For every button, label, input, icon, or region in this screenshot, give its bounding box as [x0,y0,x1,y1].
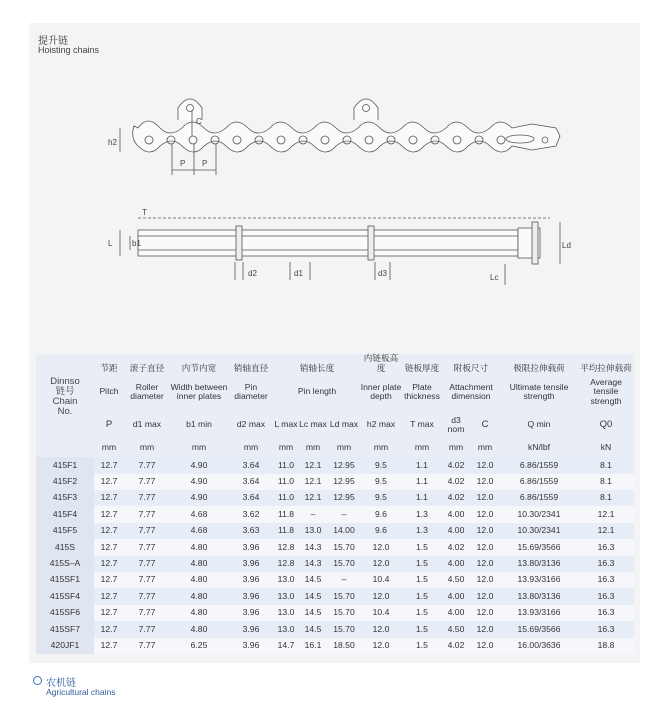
table-cell: 16.3 [578,605,634,621]
table-cell: 14.3 [298,539,328,555]
col-sym-q0: Q0 [578,411,634,439]
table-cell: 12.0 [470,588,500,604]
spec-table [36,354,634,654]
col-sym-t: T max [402,411,442,439]
chain-model-cell: 415S–A [36,556,94,572]
col-sym-c: C [470,411,500,439]
table-cell: 13.93/3166 [500,605,578,621]
table-cell: 4.00 [442,523,470,539]
table-row [36,506,634,522]
table-cell: 15.70 [328,588,360,604]
table-cell: 12.7 [94,490,124,506]
table-cell: 12.8 [274,539,298,555]
header-row-cn [36,354,634,373]
table-cell: 4.00 [442,556,470,572]
col-unit: kN [578,439,634,457]
table-cell: 12.0 [470,638,500,654]
col-unit: mm [298,439,328,457]
col-en-plate-depth: Inner plate depth [360,373,402,411]
table-cell: 18.50 [328,638,360,654]
table-cell: 4.00 [442,605,470,621]
table-cell: 4.02 [442,539,470,555]
table-cell: 12.0 [360,588,402,604]
table-cell: 4.90 [170,457,228,473]
col-sym-b1: b1 min [170,411,228,439]
table-cell: 8.1 [578,474,634,490]
table-cell: 13.0 [274,621,298,637]
table-cell: 14.5 [298,605,328,621]
col-cn-attachment: 附板尺寸 [442,354,500,373]
label-b1: b1 [132,239,141,248]
table-cell: 12.7 [94,474,124,490]
table-cell: 12.1 [298,457,328,473]
table-cell: 12.7 [94,556,124,572]
header-row-units [36,439,634,457]
col-unit: mm [470,439,500,457]
table-cell: 15.70 [328,539,360,555]
table-cell: 11.8 [274,506,298,522]
table-row [36,539,634,555]
col-sym-p: P [94,411,124,439]
table-cell: 1.5 [402,605,442,621]
table-cell: 13.80/3136 [500,588,578,604]
table-cell: 4.80 [170,572,228,588]
table-cell: 9.5 [360,474,402,490]
table-cell: 3.96 [228,638,274,654]
table-cell: 14.3 [298,556,328,572]
table-cell: 4.80 [170,621,228,637]
label-t: T [142,208,147,217]
table-cell: 7.77 [124,588,170,604]
table-cell: 7.77 [124,638,170,654]
table-cell: 13.0 [274,572,298,588]
table-cell: 1.5 [402,621,442,637]
col-cn-ultimate: 极限拉伸载荷 [500,354,578,373]
table-cell: 6.86/1559 [500,474,578,490]
col-unit: mm [402,439,442,457]
col-en-pin-length: Pin length [274,373,360,411]
col-en-plate-thickness: Plate thickness [402,373,442,411]
table-cell: 7.77 [124,621,170,637]
col-sym-h2: h2 max [360,411,402,439]
table-cell: 7.77 [124,539,170,555]
table-cell: 12.7 [94,506,124,522]
table-cell: – [328,572,360,588]
table-cell: 4.68 [170,506,228,522]
table-cell: 12.8 [274,556,298,572]
table-row [36,572,634,588]
table-cell: 1.3 [402,506,442,522]
table-cell: 12.0 [470,457,500,473]
table-cell: 4.00 [442,506,470,522]
table-cell: 1.1 [402,490,442,506]
table-cell: 12.0 [360,621,402,637]
table-cell: 1.5 [402,572,442,588]
table-cell: 8.1 [578,490,634,506]
table-cell: 10.4 [360,605,402,621]
model-header: Dinnso 链号 Chain No. [36,354,94,439]
table-cell: 12.0 [470,621,500,637]
table-cell: 1.1 [402,457,442,473]
table-cell: 16.3 [578,556,634,572]
label-ld: Ld [562,241,571,250]
table-cell: 12.0 [470,556,500,572]
chain-model-cell: 415F2 [36,474,94,490]
section-title-cn: 提升链 [38,36,68,47]
table-cell: 11.0 [274,490,298,506]
table-cell: 7.77 [124,572,170,588]
section-bullet-icon [33,676,42,685]
table-cell: 3.96 [228,621,274,637]
chain-model-cell: 415F4 [36,506,94,522]
table-cell: 7.77 [124,523,170,539]
col-cn-pitch: 节距 [94,354,124,373]
chain-model-cell: 415SF7 [36,621,94,637]
table-cell: 7.77 [124,556,170,572]
table-cell: 16.3 [578,621,634,637]
chain-model-cell: 415F3 [36,490,94,506]
table-cell: 12.7 [94,638,124,654]
col-cn-roller: 滚子直径 [124,354,170,373]
label-p2: P [202,159,208,168]
table-cell: 1.5 [402,638,442,654]
table-cell: 11.0 [274,457,298,473]
table-cell: 9.5 [360,490,402,506]
label-d3: d3 [378,269,387,278]
col-unit: mm [442,439,470,457]
table-cell: 4.80 [170,605,228,621]
col-unit: mm [328,439,360,457]
table-cell: 3.96 [228,556,274,572]
col-sym-d2: d2 max [228,411,274,439]
table-cell: 12.95 [328,457,360,473]
next-section-title-cn: 农机链 [46,678,76,689]
col-en-average: Average tensile strength [578,373,634,411]
chain-drawing [80,80,570,295]
table-cell: 4.02 [442,490,470,506]
table-cell: 13.0 [298,523,328,539]
table-row [36,621,634,637]
table-cell: 15.69/3566 [500,539,578,555]
col-en-pitch: Pitch [94,373,124,411]
col-unit: kN/lbf [500,439,578,457]
header-row-en [36,373,634,411]
table-cell: 12.0 [360,638,402,654]
table-cell: 12.7 [94,572,124,588]
table-cell: 12.0 [470,490,500,506]
table-cell: 3.96 [228,572,274,588]
table-cell: 7.77 [124,457,170,473]
table-row [36,457,634,473]
table-cell: 4.50 [442,572,470,588]
col-en-width: Width between inner plates [170,373,228,411]
table-row [36,556,634,572]
table-cell: 4.02 [442,638,470,654]
table-cell: 12.7 [94,621,124,637]
table-cell: 1.1 [402,474,442,490]
col-sym-l: L max [274,411,298,439]
col-unit: mm [170,439,228,457]
table-row [36,605,634,621]
col-sym-d1: d1 max [124,411,170,439]
col-cn-plate-depth: 内链板高度 [360,354,402,373]
table-cell: 15.70 [328,621,360,637]
label-p1: P [180,159,186,168]
table-cell: 4.02 [442,474,470,490]
table-cell: 3.96 [228,605,274,621]
col-cn-pin-length: 销轴长度 [274,354,360,373]
col-en-roller: Roller diameter [124,373,170,411]
table-cell: 4.00 [442,588,470,604]
table-row [36,474,634,490]
table-cell: 12.0 [470,506,500,522]
table-cell: 3.64 [228,490,274,506]
table-cell: 16.1 [298,638,328,654]
table-cell: 8.1 [578,457,634,473]
chain-model-cell: 415SF4 [36,588,94,604]
chain-model-cell: 415SF6 [36,605,94,621]
col-en-pin-dia: Pin diameter [228,373,274,411]
table-cell: 12.1 [578,506,634,522]
table-cell: 10.30/2341 [500,506,578,522]
table-cell: 11.8 [274,523,298,539]
table-cell: 4.02 [442,457,470,473]
label-lc: Lc [490,273,499,282]
table-cell: 12.0 [470,474,500,490]
col-cn-average: 平均拉伸载荷 [578,354,634,373]
table-cell: 9.6 [360,506,402,522]
table-row [36,638,634,654]
table-cell: 12.95 [328,490,360,506]
col-en-ultimate: Ultimate tensile strength [500,373,578,411]
label-c: C [196,117,202,126]
table-cell: 12.0 [470,523,500,539]
table-cell: 16.3 [578,539,634,555]
chain-model-cell: 415S [36,539,94,555]
col-unit: mm [274,439,298,457]
table-cell: 16.00/3636 [500,638,578,654]
table-cell: 12.0 [470,539,500,555]
table-row [36,523,634,539]
table-cell: 14.5 [298,621,328,637]
col-sym-q: Q min [500,411,578,439]
table-cell: 12.1 [578,523,634,539]
table-cell: 6.86/1559 [500,457,578,473]
col-sym-lc: Lc max [298,411,328,439]
chain-model-cell: 415F5 [36,523,94,539]
col-cn-pin-dia: 销轴直径 [228,354,274,373]
table-cell: 10.30/2341 [500,523,578,539]
table-cell: 7.77 [124,490,170,506]
table-cell: 15.70 [328,605,360,621]
table-cell: 3.64 [228,457,274,473]
table-cell: 4.80 [170,556,228,572]
chain-model-cell: 415F1 [36,457,94,473]
table-cell: 1.5 [402,588,442,604]
table-cell: 9.5 [360,457,402,473]
next-section-title-en: Agricultural chains [46,687,116,697]
label-d2: d2 [248,269,257,278]
col-unit: mm [124,439,170,457]
table-cell: 12.0 [360,556,402,572]
table-cell: 6.25 [170,638,228,654]
table-cell: 12.1 [298,474,328,490]
table-cell: 3.63 [228,523,274,539]
label-l: L [108,239,113,248]
table-cell: 14.00 [328,523,360,539]
table-cell: 3.96 [228,539,274,555]
table-cell: 14.7 [274,638,298,654]
table-cell: 16.3 [578,588,634,604]
table-cell: 12.7 [94,457,124,473]
table-cell: 12.7 [94,539,124,555]
table-cell: 15.69/3566 [500,621,578,637]
table-cell: 12.1 [298,490,328,506]
table-cell: 7.77 [124,474,170,490]
table-cell: 4.80 [170,588,228,604]
table-cell: 12.7 [94,523,124,539]
chain-model-cell: 415SF1 [36,572,94,588]
table-cell: 10.4 [360,572,402,588]
col-en-attachment: Attachment dimension [442,373,500,411]
col-unit: mm [94,439,124,457]
label-h2: h2 [108,138,117,147]
table-cell: 13.80/3136 [500,556,578,572]
col-sym-ld: Ld max [328,411,360,439]
table-cell: 12.0 [470,572,500,588]
table-cell: 4.90 [170,490,228,506]
table-cell: 12.0 [360,539,402,555]
table-cell: 18.8 [578,638,634,654]
section-title-en: Hoisting chains [38,45,100,55]
table-cell: 14.5 [298,572,328,588]
table-cell: 12.0 [470,605,500,621]
col-sym-d3: d3 nom [442,411,470,439]
table-cell: 9.6 [360,523,402,539]
table-cell: 13.93/3166 [500,572,578,588]
table-cell: 12.7 [94,605,124,621]
table-cell: 12.7 [94,588,124,604]
table-cell: 7.77 [124,506,170,522]
col-unit: mm [228,439,274,457]
col-cn-width: 内节内宽 [170,354,228,373]
table-cell: 4.90 [170,474,228,490]
col-cn-plate-thickness: 链板厚度 [402,354,442,373]
table-cell: 13.0 [274,588,298,604]
table-cell: – [298,506,328,522]
table-cell: 1.5 [402,556,442,572]
label-d1: d1 [294,269,303,278]
table-cell: 7.77 [124,605,170,621]
table-cell: 11.0 [274,474,298,490]
table-cell: – [328,506,360,522]
table-cell: 3.64 [228,474,274,490]
header-row-symbols [36,411,634,439]
spec-table-body [36,457,634,654]
table-cell: 3.62 [228,506,274,522]
col-unit: mm [360,439,402,457]
table-cell: 4.50 [442,621,470,637]
table-cell: 6.86/1559 [500,490,578,506]
table-cell: 4.80 [170,539,228,555]
table-cell: 3.96 [228,588,274,604]
chain-side-view [120,99,560,175]
table-cell: 16.3 [578,572,634,588]
table-cell: 13.0 [274,605,298,621]
table-cell: 4.68 [170,523,228,539]
table-cell: 1.5 [402,539,442,555]
table-row [36,490,634,506]
table-cell: 14.5 [298,588,328,604]
chain-model-cell: 420JF1 [36,638,94,654]
table-cell: 15.70 [328,556,360,572]
table-row [36,588,634,604]
table-cell: 1.3 [402,523,442,539]
table-cell: 12.95 [328,474,360,490]
